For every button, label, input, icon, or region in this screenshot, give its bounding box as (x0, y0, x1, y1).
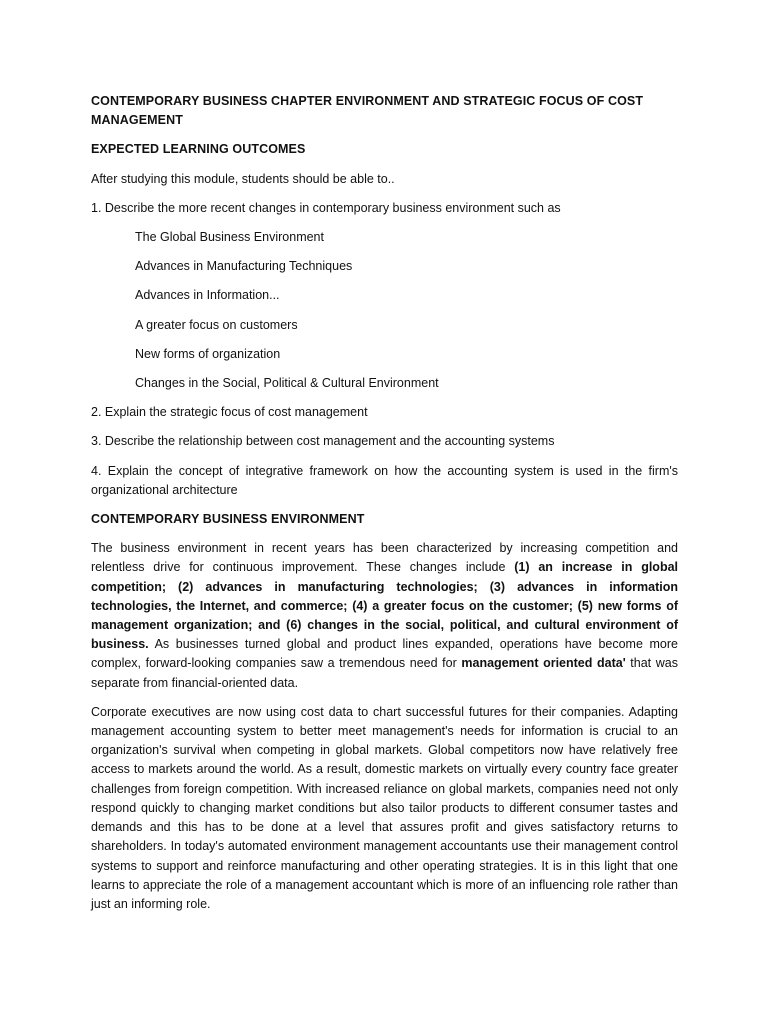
paragraph-1-text-a: The business environment in recent years has been characterized by increasing competition and relentless drive for continuous improvement. These changes include (91, 541, 678, 575)
sub-item-social-political: Changes in the Social, Political & Cultural Environment (135, 376, 439, 391)
paragraph-corporate-executives: Corporate executives are now using cost data to chart successful futures for their companies. Adapting management accounting system to better meet management's needs for information is crucial to an organization's survival when competing in global markets. Global competitors now have relatively free access to markets around the world. As a result, domestic markets on virtually every country face greater challenges from foreign competition. With increased reliance on global markets, companies need not only respond quickly to changing market conditions but also tailor products to different consumer tastes and demands and this has to be done at a level that assures profit and gives satisfactory returns to shareholders. In today's automated environment management accountants use their management control systems to support and reinforce manufacturing and other operating strategies. It is in this light that one learns to appreciate the role of a management accountant which is more of an influencing role rather than just an informing role. (91, 704, 678, 911)
paragraph-1-bold-a: (1) an increase in global competition; (2) advances in manufacturing technologies; (3) advances in information technologies, the Internet, and commerce; (4) a greater focus on the customer; (5) new forms of management organization; and (6) changes in the social, political, and cultural environment of business. (91, 560, 679, 652)
sub-item-global-business: The Global Business Environment (135, 230, 324, 245)
intro-text: After studying this module, students should be able to.. (91, 171, 395, 186)
document-title: CONTEMPORARY BUSINESS CHAPTER ENVIRONMENT AND STRATEGIC FOCUS OF COST MANAGEMENT (91, 94, 644, 128)
outcome-item-1: 1. Describe the more recent changes in contemporary business environment such as (91, 200, 561, 215)
outcome-item-2: 2. Explain the strategic focus of cost management (91, 405, 368, 420)
sub-item-manufacturing: Advances in Manufacturing Techniques (135, 259, 353, 274)
section-heading-outcomes: EXPECTED LEARNING OUTCOMES (91, 142, 306, 157)
paragraph-1-text-b: As businesses turned global and product lines expanded, operations have become more complex, forward-looking companies saw a tremendous need for (91, 637, 678, 671)
section-heading-environment: CONTEMPORARY BUSINESS ENVIRONMENT (91, 512, 365, 527)
sub-item-organization: New forms of organization (135, 346, 281, 361)
sub-items-list (91, 228, 678, 393)
paragraph-1-text-c: that was separate from financial-oriented data. (91, 656, 678, 690)
paragraph-business-environment (91, 539, 678, 693)
sub-item-information: Advances in Information... (135, 288, 280, 303)
paragraph-1-bold-b: management oriented data' (461, 656, 626, 671)
outcome-item-3: 3. Describe the relationship between cost management and the accounting systems (91, 434, 555, 449)
sub-item-customers: A greater focus on customers (135, 317, 298, 332)
outcome-item-4: 4. Explain the concept of integrative framework on how the accounting system is used in the firm's organizational architecture (91, 463, 678, 497)
